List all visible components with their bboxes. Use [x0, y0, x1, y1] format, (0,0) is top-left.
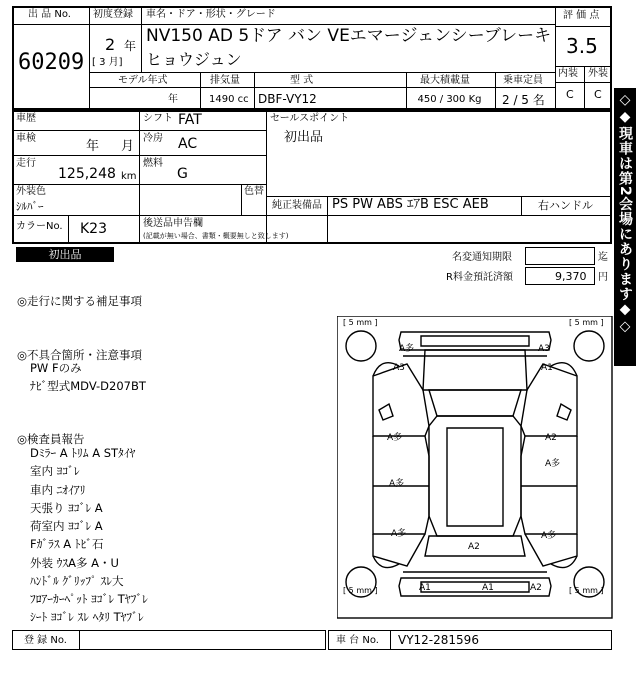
damage-code: A多 — [399, 344, 415, 354]
damage-code: A3 — [538, 344, 550, 354]
damage-code: A多 — [387, 433, 403, 443]
color-change-label: 色替 — [244, 186, 264, 197]
driving-notes-label: ◎走行に関する補足事項 — [17, 294, 143, 308]
inspector-line: ﾌﾛｱｰｶｰﾍﾟｯﾄ ﾖｺﾞﾚ Tﾔﾌﾞﾚ — [30, 592, 148, 606]
inspector-line: 車内 ﾆｵｲｱﾘ — [30, 483, 86, 497]
aftermarket-label: 後送品申告欄 — [143, 218, 203, 229]
first-reg-year-unit: 年 — [124, 39, 137, 53]
first-reg-year: 2 — [105, 35, 116, 54]
damage-code: A1 — [419, 583, 431, 593]
inspector-line: ｼｰﾄ ﾖｺﾞﾚ ｽﾚ ﾍﾀﾘ Tﾔﾌﾞﾚ — [30, 610, 144, 624]
damage-code: A1 — [482, 583, 494, 593]
first-reg-month: [ 3 月] — [92, 57, 123, 68]
capacity-label: 乗車定員 — [503, 75, 543, 86]
chassis-number: VY12-281596 — [398, 633, 479, 647]
color-no-value: K23 — [80, 221, 107, 237]
capacity-value: 2 / 5 名 — [502, 93, 545, 107]
first-listing-tag: 初出品 — [16, 247, 114, 262]
exterior-color-value: ｼﾙﾊﾞｰ — [16, 200, 44, 213]
inspector-report-label: ◎検査員報告 — [17, 432, 85, 446]
damage-code: A多 — [389, 479, 405, 489]
inspector-line: 天張り ﾖｺﾞﾚ A — [30, 501, 103, 515]
lot-number: 60209 — [18, 50, 85, 75]
model-year-unit: 年 — [168, 94, 178, 105]
damage-code: A2 — [545, 433, 557, 443]
lot-label: 出 品 No. — [28, 9, 71, 20]
type-code: DBF-VY12 — [258, 92, 317, 106]
vehicle-damage-diagram — [337, 316, 613, 619]
inspection-month-unit: 月 — [121, 139, 135, 154]
inspection-label: 車検 — [16, 133, 36, 144]
sales-point-value: 初出品 — [284, 130, 324, 145]
inspector-line: 室内 ﾖｺﾞﾚ — [30, 464, 80, 478]
equip-label: 純正装備品 — [272, 200, 322, 211]
ac-value: AC — [178, 136, 198, 152]
fuel-label: 燃料 — [143, 158, 163, 169]
mileage-value: 125,248 — [58, 166, 116, 182]
color-no-label: カラーNo. — [16, 221, 63, 232]
name-change-label: 名変通知期限 — [452, 252, 512, 263]
mileage-label: 走行 — [16, 158, 36, 169]
model-line1: NV150 AD 5ドア バン VEエマージェンシーブレーキ — [146, 26, 552, 46]
sales-point-label: セールスポイント — [270, 113, 350, 124]
reg-no-label: 登 録 No. — [24, 635, 67, 646]
damage-code: A2 — [530, 583, 542, 593]
defect-line: PW Fのみ — [30, 361, 82, 375]
inspection-year-unit: 年 — [86, 139, 100, 154]
fuel-value: G — [177, 166, 188, 182]
shift-value: FAT — [178, 112, 202, 128]
model-year-label: モデル年式 — [118, 75, 168, 86]
name-change-unit: 迄 — [598, 252, 608, 263]
inspector-line: Dﾐﾗｰ A ﾄﾘﾑ A STﾀｲﾔ — [30, 446, 136, 460]
defects-label: ◎不具合箇所・注意事項 — [17, 348, 143, 362]
type-label: 型 式 — [290, 75, 314, 86]
steering-value: 右ハンドル — [538, 199, 593, 212]
ac-label: 冷房 — [143, 133, 163, 144]
shift-label: シフト — [143, 113, 173, 124]
name-change-box — [525, 247, 595, 265]
chassis-label: 車 台 No. — [336, 635, 379, 646]
venue-notice-sidebar — [614, 88, 636, 366]
damage-code: A多 — [541, 531, 557, 541]
mileage-unit: km — [121, 171, 137, 182]
load-value: 450 / 300 Kg — [417, 94, 482, 105]
exterior-grade: C — [594, 88, 602, 101]
displacement-value: 1490 cc — [209, 94, 249, 105]
damage-code: A2 — [468, 542, 480, 552]
inspector-line: 荷室内 ﾖｺﾞﾚ A — [30, 519, 103, 533]
first-reg-label: 初度登録 — [93, 9, 133, 20]
exterior-label: 外装 — [588, 68, 608, 79]
damage-code: A多 — [545, 459, 561, 469]
damage-code: A3 — [393, 363, 405, 373]
eval-score: 3.5 — [566, 34, 598, 58]
model-label: 車名・ドア・形状・グレード — [146, 9, 276, 20]
aftermarket-note: (記載が無い場合、書類・概要無しと致します) — [143, 232, 289, 240]
interior-label: 内装 — [558, 68, 578, 79]
damage-code: A多 — [391, 529, 407, 539]
tire-depth-rear-left: [ 5 mm ] — [343, 586, 378, 595]
tire-depth-rear-right: [ 5 mm ] — [569, 586, 604, 595]
inspector-line: Fｶﾞﾗｽ A ﾄﾋﾞ石 — [30, 537, 104, 551]
history-label: 車歴 — [16, 113, 36, 124]
exterior-color-label: 外装色 — [16, 186, 46, 197]
recycle-label: R料金預託済額 — [446, 272, 513, 283]
tire-depth-front-right: [ 5 mm ] — [569, 318, 604, 327]
interior-grade: C — [566, 88, 574, 101]
tire-depth-front-left: [ 5 mm ] — [343, 318, 378, 327]
venue-notice-text: ◇◆現車は第2会場にあります◆◇ — [617, 92, 633, 336]
inspector-line: ﾊﾝﾄﾞﾙ ｸﾞﾘｯﾌﾟ ｽﾚ大 — [30, 574, 124, 588]
equip-value: PS PW ABS ｴｱB ESC AEB — [332, 197, 489, 212]
damage-code: A1 — [541, 363, 553, 373]
inspector-line: 外装 ｳｽA多 A・U — [30, 556, 119, 570]
recycle-value: 9,370 — [555, 270, 587, 283]
displacement-label: 排気量 — [210, 75, 240, 86]
defect-line: ﾅﾋﾞ型式MDV-D207BT — [30, 379, 146, 393]
load-label: 最大積載量 — [420, 75, 470, 86]
recycle-unit: 円 — [598, 272, 608, 283]
model-line2: ヒョウジュン — [146, 50, 242, 69]
eval-label: 評 価 点 — [563, 10, 600, 21]
